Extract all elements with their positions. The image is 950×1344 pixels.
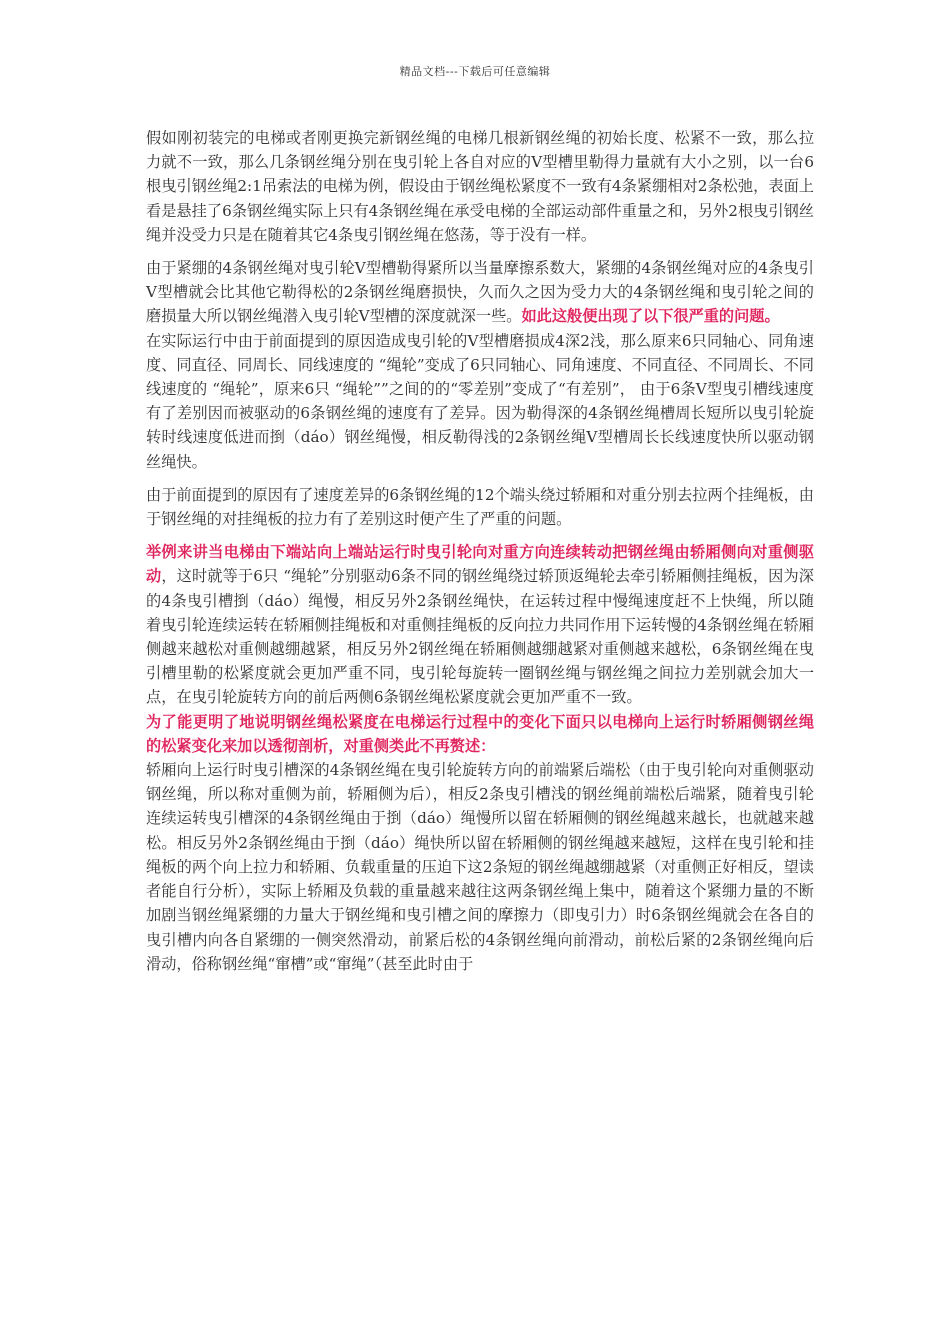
paragraph-text: 假如刚初装完的电梯或者刚更换完新钢丝绳的电梯几根新钢丝绳的初始长度、松紧不一致，那么拉力就不一致，那么几条钢丝绳分别在曳引轮上各自对应的V型槽里勒得力量就有大小之别，以一台6根曳引钢丝绳2:1吊索法的电梯为例，假设由于钢丝绳松紧度不一致有4条紧绷相对2条松弛，表面上看是悬挂了6条钢丝绳实际上只有4条钢丝绳在承受电梯的全部运动部件重量之和，另外2根曳引钢丝绳并没受力只是在随着其它4条曳引钢丝绳在悠荡，等于没有一样。 (146, 129, 814, 244)
paragraph-1 (146, 126, 814, 247)
paragraph-text: 在实际运行中由于前面提到的原因造成曳引轮的V型槽磨损成4深2浅，那么原来6只同轴心、同角速度、同直径、同周长、同线速度的 “绳轮”变成了6只同轴心、同角速度、不同直径、不同周长、不同线速度的 “绳轮”，原来6只 “绳轮””之间的的“零差别”变成了“有差别”， 由于6条V型曳引槽线速度有了差别因而被驱动的6条钢丝绳的速度有了差异。因为勒得深的4条钢丝绳槽周长短所以曳引轮旋转时线速度低进而捯（dáo）钢丝绳慢，相反勒得浅的2条钢丝绳V型槽周长长线速度快所以驱动钢丝绳快。 (146, 331, 814, 471)
highlighted-text: 如此这般便出现了以下很严重的问题。 (521, 307, 780, 326)
page-header: 精品文档---下载后可任意编辑 (399, 65, 551, 78)
paragraph-text: ，这时就等于6只 “绳轮”分别驱动6条不同的钢丝绳绕过轿顶返绳轮去牵引轿厢侧挂绳板，因为深的4条曳引槽捯（dáo）绳慢，相反另外2条钢丝绳快，在运转过程中慢绳速度赶不上快绳，所以随着曳引轮连续运转在轿厢侧挂绳板和对重侧挂绳板的反向拉力共同作用下运转慢的4条钢丝绳在轿厢侧越来越松对重侧越绷越紧，相反另外2钢丝绳在轿厢侧越绷越紧对重侧越来越松，6条钢丝绳在曳引槽里勒的松紧度就会更加严重不同，曳引轮每旋转一圈钢丝绳与钢丝绳之间拉力差别就会加大一点，在曳引轮旋转方向的前后两侧6条钢丝绳松紧度就会更加严重不一致。 (146, 567, 814, 707)
paragraph-text: 轿厢向上运行时曳引槽深的4条钢丝绳在曳引轮旋转方向的前端紧后端松（由于曳引轮向对重侧驱动钢丝绳，所以称对重侧为前，轿厢侧为后），相反2条曳引槽浅的钢丝绳前端松后端紧，随着曳引轮连续运转曳引槽深的4条钢丝绳由于捯（dáo）绳慢所以留在轿厢侧的钢丝绳越来越长，也就越来越松。相反另外2条钢丝绳由于捯（dáo）绳快所以留在轿厢侧的钢丝绳越来越短，这样在曳引轮和挂绳板的两个向上拉力和轿厢、负载重量的压迫下这2条短的钢丝绳越绷越紧（对重侧正好相反，望读者能自行分析），实际上轿厢及负载的重量越来越往这两条钢丝绳上集中，随着这个紧绷力量的不断加剧当钢丝绳紧绷的力量大于钢丝绳和曳引槽之间的摩擦力（即曳引力）时6条钢丝绳就会在各自的曳引槽内向各自紧绷的一侧突然滑动，前紧后松的4条钢丝绳向前滑动，前松后紧的2条钢丝绳向后滑动，俗称钢丝绳“窜槽”或“窜绳”（甚至此时由于 (146, 761, 814, 973)
paragraph-3 (146, 329, 814, 474)
highlighted-text: 举例来讲当电梯由下端站向上端站运行时曳引轮向对重方向连续转动把钢丝绳由轿厢侧向对重侧驱动 (146, 543, 814, 586)
paragraph-5 (146, 540, 814, 709)
paragraph-text: 由于前面提到的原因有了速度差异的6条钢丝绳的12个端头绕过轿厢和对重分别去拉两个挂绳板，由于钢丝绳的对挂绳板的拉力有了差别这时便产生了严重的问题。 (146, 485, 814, 529)
paragraph-4 (146, 483, 814, 531)
paragraph-7 (146, 758, 814, 976)
document-body (146, 126, 814, 976)
paragraph-text: 由于紧绷的4条钢丝绳对曳引轮V型槽勒得紧所以当量摩擦系数大，紧绷的4条钢丝绳对应的4条曳引V型槽就会比其他它勒得松的2条钢丝绳磨损快，久而久之因为受力大的4条钢丝绳和曳引轮之间的磨损量大所以钢丝绳潜入曳引轮V型槽的深度就深一些。 (146, 259, 814, 326)
paragraph-6 (146, 710, 814, 758)
paragraph-2 (146, 256, 814, 329)
highlighted-text: 为了能更明了地说明钢丝绳松紧度在电梯运行过程中的变化下面只以电梯向上运行时轿厢侧钢丝绳的松紧变化来加以透彻剖析，对重侧类此不再赘述： (146, 712, 814, 755)
